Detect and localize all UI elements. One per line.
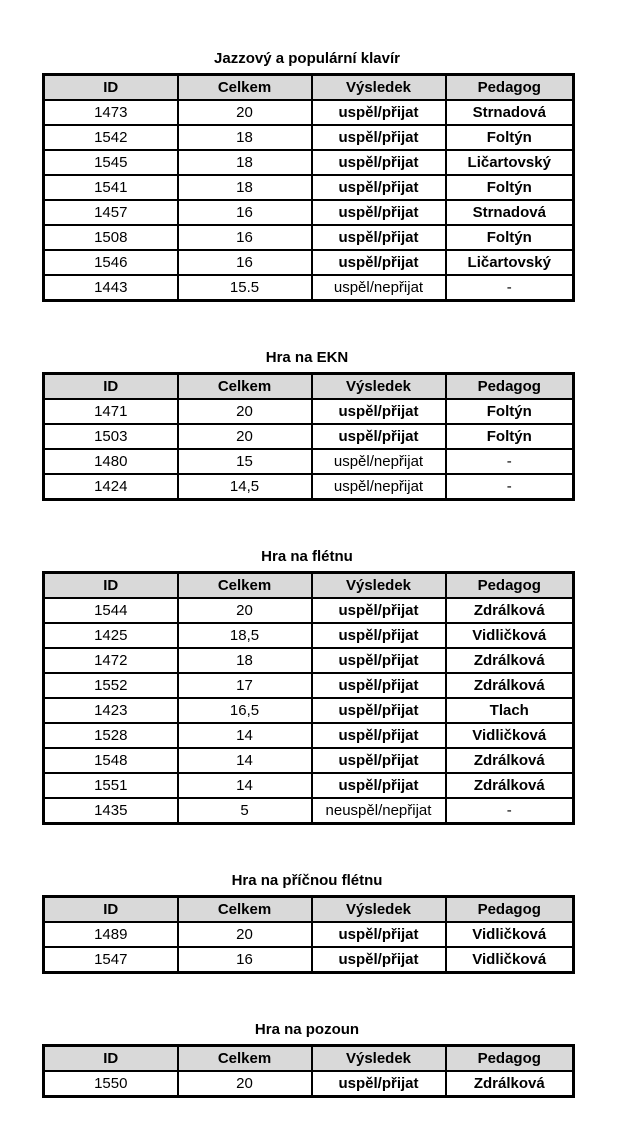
cell-pedagog: Vidličková — [446, 723, 574, 748]
cell-pedagog: Zdrálková — [446, 598, 574, 623]
cell-pedagog: Ličartovský — [446, 250, 574, 275]
cell-vysledek: uspěl/přijat — [312, 175, 446, 200]
section-ekn — [0, 349, 621, 501]
table-row — [44, 250, 574, 275]
cell-celkem: 20 — [178, 399, 312, 424]
cell-vysledek: uspěl/přijat — [312, 723, 446, 748]
column-header-id: ID — [44, 573, 178, 599]
cell-vysledek: uspěl/přijat — [312, 250, 446, 275]
header-row — [44, 374, 574, 400]
cell-vysledek: uspěl/nepřijat — [312, 474, 446, 500]
cell-pedagog: Vidličková — [446, 922, 574, 947]
cell-celkem: 14 — [178, 723, 312, 748]
column-header-id: ID — [44, 75, 178, 101]
column-header-vysledek: Výsledek — [312, 573, 446, 599]
cell-pedagog: Foltýn — [446, 125, 574, 150]
column-header-vysledek: Výsledek — [312, 75, 446, 101]
cell-pedagog: - — [446, 275, 574, 301]
cell-celkem: 20 — [178, 424, 312, 449]
cell-vysledek: uspěl/přijat — [312, 623, 446, 648]
cell-id: 1547 — [44, 947, 178, 973]
table-row — [44, 598, 574, 623]
cell-pedagog: Vidličková — [446, 623, 574, 648]
cell-vysledek: uspěl/přijat — [312, 673, 446, 698]
section-flute — [0, 548, 621, 825]
header-row — [44, 897, 574, 923]
cell-id: 1552 — [44, 673, 178, 698]
cell-pedagog: Tlach — [446, 698, 574, 723]
cell-id: 1551 — [44, 773, 178, 798]
cell-celkem: 16 — [178, 947, 312, 973]
cell-id: 1443 — [44, 275, 178, 301]
cell-celkem: 15 — [178, 449, 312, 474]
cell-id: 1548 — [44, 748, 178, 773]
cell-vysledek: uspěl/přijat — [312, 225, 446, 250]
table-row — [44, 1071, 574, 1097]
table-row — [44, 399, 574, 424]
cell-celkem: 18,5 — [178, 623, 312, 648]
cell-celkem: 16 — [178, 225, 312, 250]
table-row — [44, 648, 574, 673]
column-header-pedagog: Pedagog — [446, 897, 574, 923]
results-table — [42, 372, 575, 501]
table-row — [44, 100, 574, 125]
cell-id: 1503 — [44, 424, 178, 449]
cell-celkem: 18 — [178, 125, 312, 150]
cell-id: 1472 — [44, 648, 178, 673]
header-row — [44, 1046, 574, 1072]
cell-id: 1423 — [44, 698, 178, 723]
column-header-pedagog: Pedagog — [446, 75, 574, 101]
column-header-celkem: Celkem — [178, 75, 312, 101]
results-table — [42, 895, 575, 974]
cell-id: 1424 — [44, 474, 178, 500]
cell-celkem: 20 — [178, 922, 312, 947]
column-header-id: ID — [44, 897, 178, 923]
column-header-celkem: Celkem — [178, 1046, 312, 1072]
column-header-celkem: Celkem — [178, 374, 312, 400]
cell-celkem: 20 — [178, 598, 312, 623]
cell-id: 1541 — [44, 175, 178, 200]
cell-vysledek: uspěl/přijat — [312, 648, 446, 673]
table-title: Hra na EKN — [265, 349, 349, 366]
cell-pedagog: Foltýn — [446, 175, 574, 200]
cell-celkem: 17 — [178, 673, 312, 698]
cell-celkem: 18 — [178, 648, 312, 673]
table-row — [44, 275, 574, 301]
column-header-pedagog: Pedagog — [446, 573, 574, 599]
table-row — [44, 673, 574, 698]
table-row — [44, 200, 574, 225]
cell-celkem: 16 — [178, 200, 312, 225]
results-table — [42, 571, 575, 825]
cell-celkem: 20 — [178, 100, 312, 125]
table-row — [44, 748, 574, 773]
cell-pedagog: Foltýn — [446, 225, 574, 250]
cell-pedagog: Zdrálková — [446, 1071, 574, 1097]
cell-vysledek: uspěl/přijat — [312, 150, 446, 175]
table-row — [44, 922, 574, 947]
column-header-id: ID — [44, 374, 178, 400]
cell-id: 1471 — [44, 399, 178, 424]
cell-pedagog: Zdrálková — [446, 673, 574, 698]
table-title: Jazzový a populární klavír — [214, 50, 400, 67]
cell-id: 1544 — [44, 598, 178, 623]
table-row — [44, 150, 574, 175]
column-header-vysledek: Výsledek — [312, 374, 446, 400]
cell-pedagog: Foltýn — [446, 424, 574, 449]
cell-pedagog: Zdrálková — [446, 748, 574, 773]
cell-celkem: 5 — [178, 798, 312, 824]
cell-vysledek: uspěl/přijat — [312, 748, 446, 773]
section-transverse-flute — [0, 872, 621, 974]
cell-pedagog: Vidličková — [446, 947, 574, 973]
column-header-vysledek: Výsledek — [312, 897, 446, 923]
cell-vysledek: uspěl/nepřijat — [312, 449, 446, 474]
cell-vysledek: uspěl/přijat — [312, 1071, 446, 1097]
cell-pedagog: - — [446, 474, 574, 500]
section-trombone — [0, 1021, 621, 1098]
header-row — [44, 573, 574, 599]
cell-id: 1480 — [44, 449, 178, 474]
cell-celkem: 20 — [178, 1071, 312, 1097]
cell-pedagog: Strnadová — [446, 100, 574, 125]
table-title: Hra na flétnu — [261, 548, 353, 565]
cell-vysledek: uspěl/přijat — [312, 922, 446, 947]
cell-vysledek: uspěl/přijat — [312, 100, 446, 125]
cell-id: 1550 — [44, 1071, 178, 1097]
column-header-pedagog: Pedagog — [446, 374, 574, 400]
cell-celkem: 14 — [178, 748, 312, 773]
table-title: Hra na pozoun — [254, 1021, 360, 1038]
cell-pedagog: - — [446, 798, 574, 824]
section-jazz-popular-piano — [0, 50, 621, 302]
cell-pedagog: Ličartovský — [446, 150, 574, 175]
table-row — [44, 947, 574, 973]
table-row — [44, 225, 574, 250]
cell-vysledek: uspěl/přijat — [312, 424, 446, 449]
cell-id: 1542 — [44, 125, 178, 150]
cell-celkem: 14,5 — [178, 474, 312, 500]
cell-id: 1473 — [44, 100, 178, 125]
header-row — [44, 75, 574, 101]
table-row — [44, 623, 574, 648]
table-row — [44, 175, 574, 200]
cell-id: 1546 — [44, 250, 178, 275]
column-header-pedagog: Pedagog — [446, 1046, 574, 1072]
cell-id: 1457 — [44, 200, 178, 225]
cell-pedagog: Foltýn — [446, 399, 574, 424]
column-header-celkem: Celkem — [178, 897, 312, 923]
table-row — [44, 474, 574, 500]
cell-celkem: 16 — [178, 250, 312, 275]
table-row — [44, 798, 574, 824]
column-header-celkem: Celkem — [178, 573, 312, 599]
table-row — [44, 773, 574, 798]
cell-pedagog: Zdrálková — [446, 648, 574, 673]
cell-vysledek: neuspěl/nepřijat — [312, 798, 446, 824]
cell-id: 1508 — [44, 225, 178, 250]
cell-id: 1489 — [44, 922, 178, 947]
column-header-vysledek: Výsledek — [312, 1046, 446, 1072]
table-row — [44, 723, 574, 748]
cell-id: 1545 — [44, 150, 178, 175]
cell-celkem: 18 — [178, 175, 312, 200]
cell-vysledek: uspěl/nepřijat — [312, 275, 446, 301]
cell-vysledek: uspěl/přijat — [312, 125, 446, 150]
cell-vysledek: uspěl/přijat — [312, 947, 446, 973]
table-row — [44, 424, 574, 449]
table-row — [44, 125, 574, 150]
table-row — [44, 449, 574, 474]
cell-vysledek: uspěl/přijat — [312, 598, 446, 623]
cell-id: 1528 — [44, 723, 178, 748]
cell-celkem: 18 — [178, 150, 312, 175]
cell-pedagog: - — [446, 449, 574, 474]
cell-vysledek: uspěl/přijat — [312, 399, 446, 424]
cell-vysledek: uspěl/přijat — [312, 698, 446, 723]
cell-pedagog: Zdrálková — [446, 773, 574, 798]
results-table — [42, 1044, 575, 1098]
cell-pedagog: Strnadová — [446, 200, 574, 225]
cell-id: 1435 — [44, 798, 178, 824]
cell-id: 1425 — [44, 623, 178, 648]
table-row — [44, 698, 574, 723]
results-table — [42, 73, 575, 302]
cell-vysledek: uspěl/přijat — [312, 773, 446, 798]
table-title: Hra na příčnou flétnu — [231, 872, 383, 889]
cell-vysledek: uspěl/přijat — [312, 200, 446, 225]
cell-celkem: 15.5 — [178, 275, 312, 301]
cell-celkem: 14 — [178, 773, 312, 798]
column-header-id: ID — [44, 1046, 178, 1072]
cell-celkem: 16,5 — [178, 698, 312, 723]
